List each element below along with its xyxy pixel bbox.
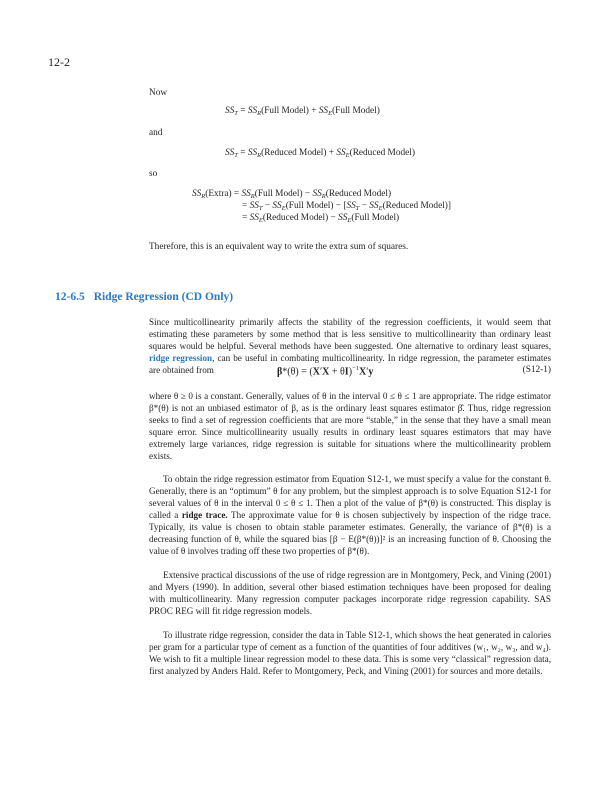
keyword-ridge-trace: ridge trace. (181, 510, 228, 520)
text-and: and (149, 128, 163, 138)
equation-label: (S12-1) (522, 365, 551, 375)
section-number: 12-6.5 (55, 291, 85, 303)
equation-1: $SS_T$ = $SS_R(Full$ Model) + $SS_E(Full$ Model) (225, 106, 380, 117)
page-number: 12-2 (48, 55, 70, 69)
text-now: Now (149, 88, 168, 98)
equation-3: $SS_R(Extra)$ = $SS_R(Full$ Model) − $SS_R(Reduced$ Model) = $SS_T$ − $SS_E(Full$ Model) − [$SS_T$ − $SS_E(Reduced$ Model)] = $SS_E(Reduced$ Model) − $SS_E(Full$ Model) (192, 189, 451, 224)
paragraph-5: To illustrate ridge regression, consider the data in Table S12-1, which shows the heat generated in calories per gram for a particular type of cement as a function of the quantities of four additives (w₁, w₂, w₃, and w₄). We wish to fit a multiple linear regression model to these data. This is some very “classical” regression data, first analyzed by Anders Hald. Refer to Montgomery, Peck, and Vining (2001) for sources and more details. (149, 630, 551, 676)
equation-ridge-estimator: $\beta*(\theta) = (X'X + \theta I)^{-1}X'y$ (277, 365, 374, 378)
paragraph-3: To obtain the ridge regression estimator from Equation S12-1, we must specify a value for the constant θ. Generally, there is an “optimum” θ for any problem, but the simplest approach is to solve Equation S12-1 for several values of θ in the interval 0 ≤ θ ≤ 1. Then a plot of the value of β*(θ) is constructed. This display is called a ridge trace. The approximate value for θ is chosen subjectively by inspection of the ridge trace. Typically, its value is chosen to obtain stable parameter estimates. Generally, the variance of β*(θ) is a decreasing function of θ, while the squared bias [β − E(β*(θ))]² is an increasing function of θ. Choosing the value of θ involves trading off these two properties of β*(θ). (149, 474, 551, 556)
section-heading (55, 291, 233, 303)
text-conclusion: Therefore, this is an equivalent way to write the extra sum of squares. (149, 242, 409, 252)
section-title: Ridge Regression (CD Only) (93, 291, 234, 303)
text-so: so (149, 169, 158, 179)
paragraph-2: where θ ≥ 0 is a constant. Generally, values of θ in the interval 0 ≤ θ ≤ 1 are appropriate. The ridge estimator β*(θ) is not an unbiased estimator of β, as is the ordinary least squares estimator β̂. Thus, ridge regression seeks to find a set of regression coefficients that are more “stable,” in the sense that they have a small mean square error. Since multicollinearity usually results in ordinary least squares estimators that may have extremely large variances, ridge regression is suitable for situations where the multicollinearity problem exists. (149, 391, 551, 461)
paragraph-4: Extensive practical discussions of the use of ridge regression are in Montgomery, Peck, and Vining (2001) and Myers (1990). In addition, several other biased estimation techniques have been proposed for dealing with multicollinearity. Many regression computer packages incorporate ridge regression capability. SAS PROC REG will fit ridge regression models. (149, 570, 551, 616)
keyword-ridge-regression: ridge regression (149, 353, 213, 363)
paragraph-1: Since multicollinearity primarily affects the stability of the regression coefficients, it would seem that estimating these parameters by some method that is less sensitive to multicollinearity than ordinary least squares would be helpful. Several methods have been suggested. One alternative to ordinary least squares, ridge regression, can be useful in combating multicollinearity. In ridge regression, the parameter estimates are obtained from (149, 317, 551, 375)
equation-2: $SS_T$ = $SS_R(Reduced$ Model) + $SS_E(Reduced$ Model) (225, 148, 415, 159)
